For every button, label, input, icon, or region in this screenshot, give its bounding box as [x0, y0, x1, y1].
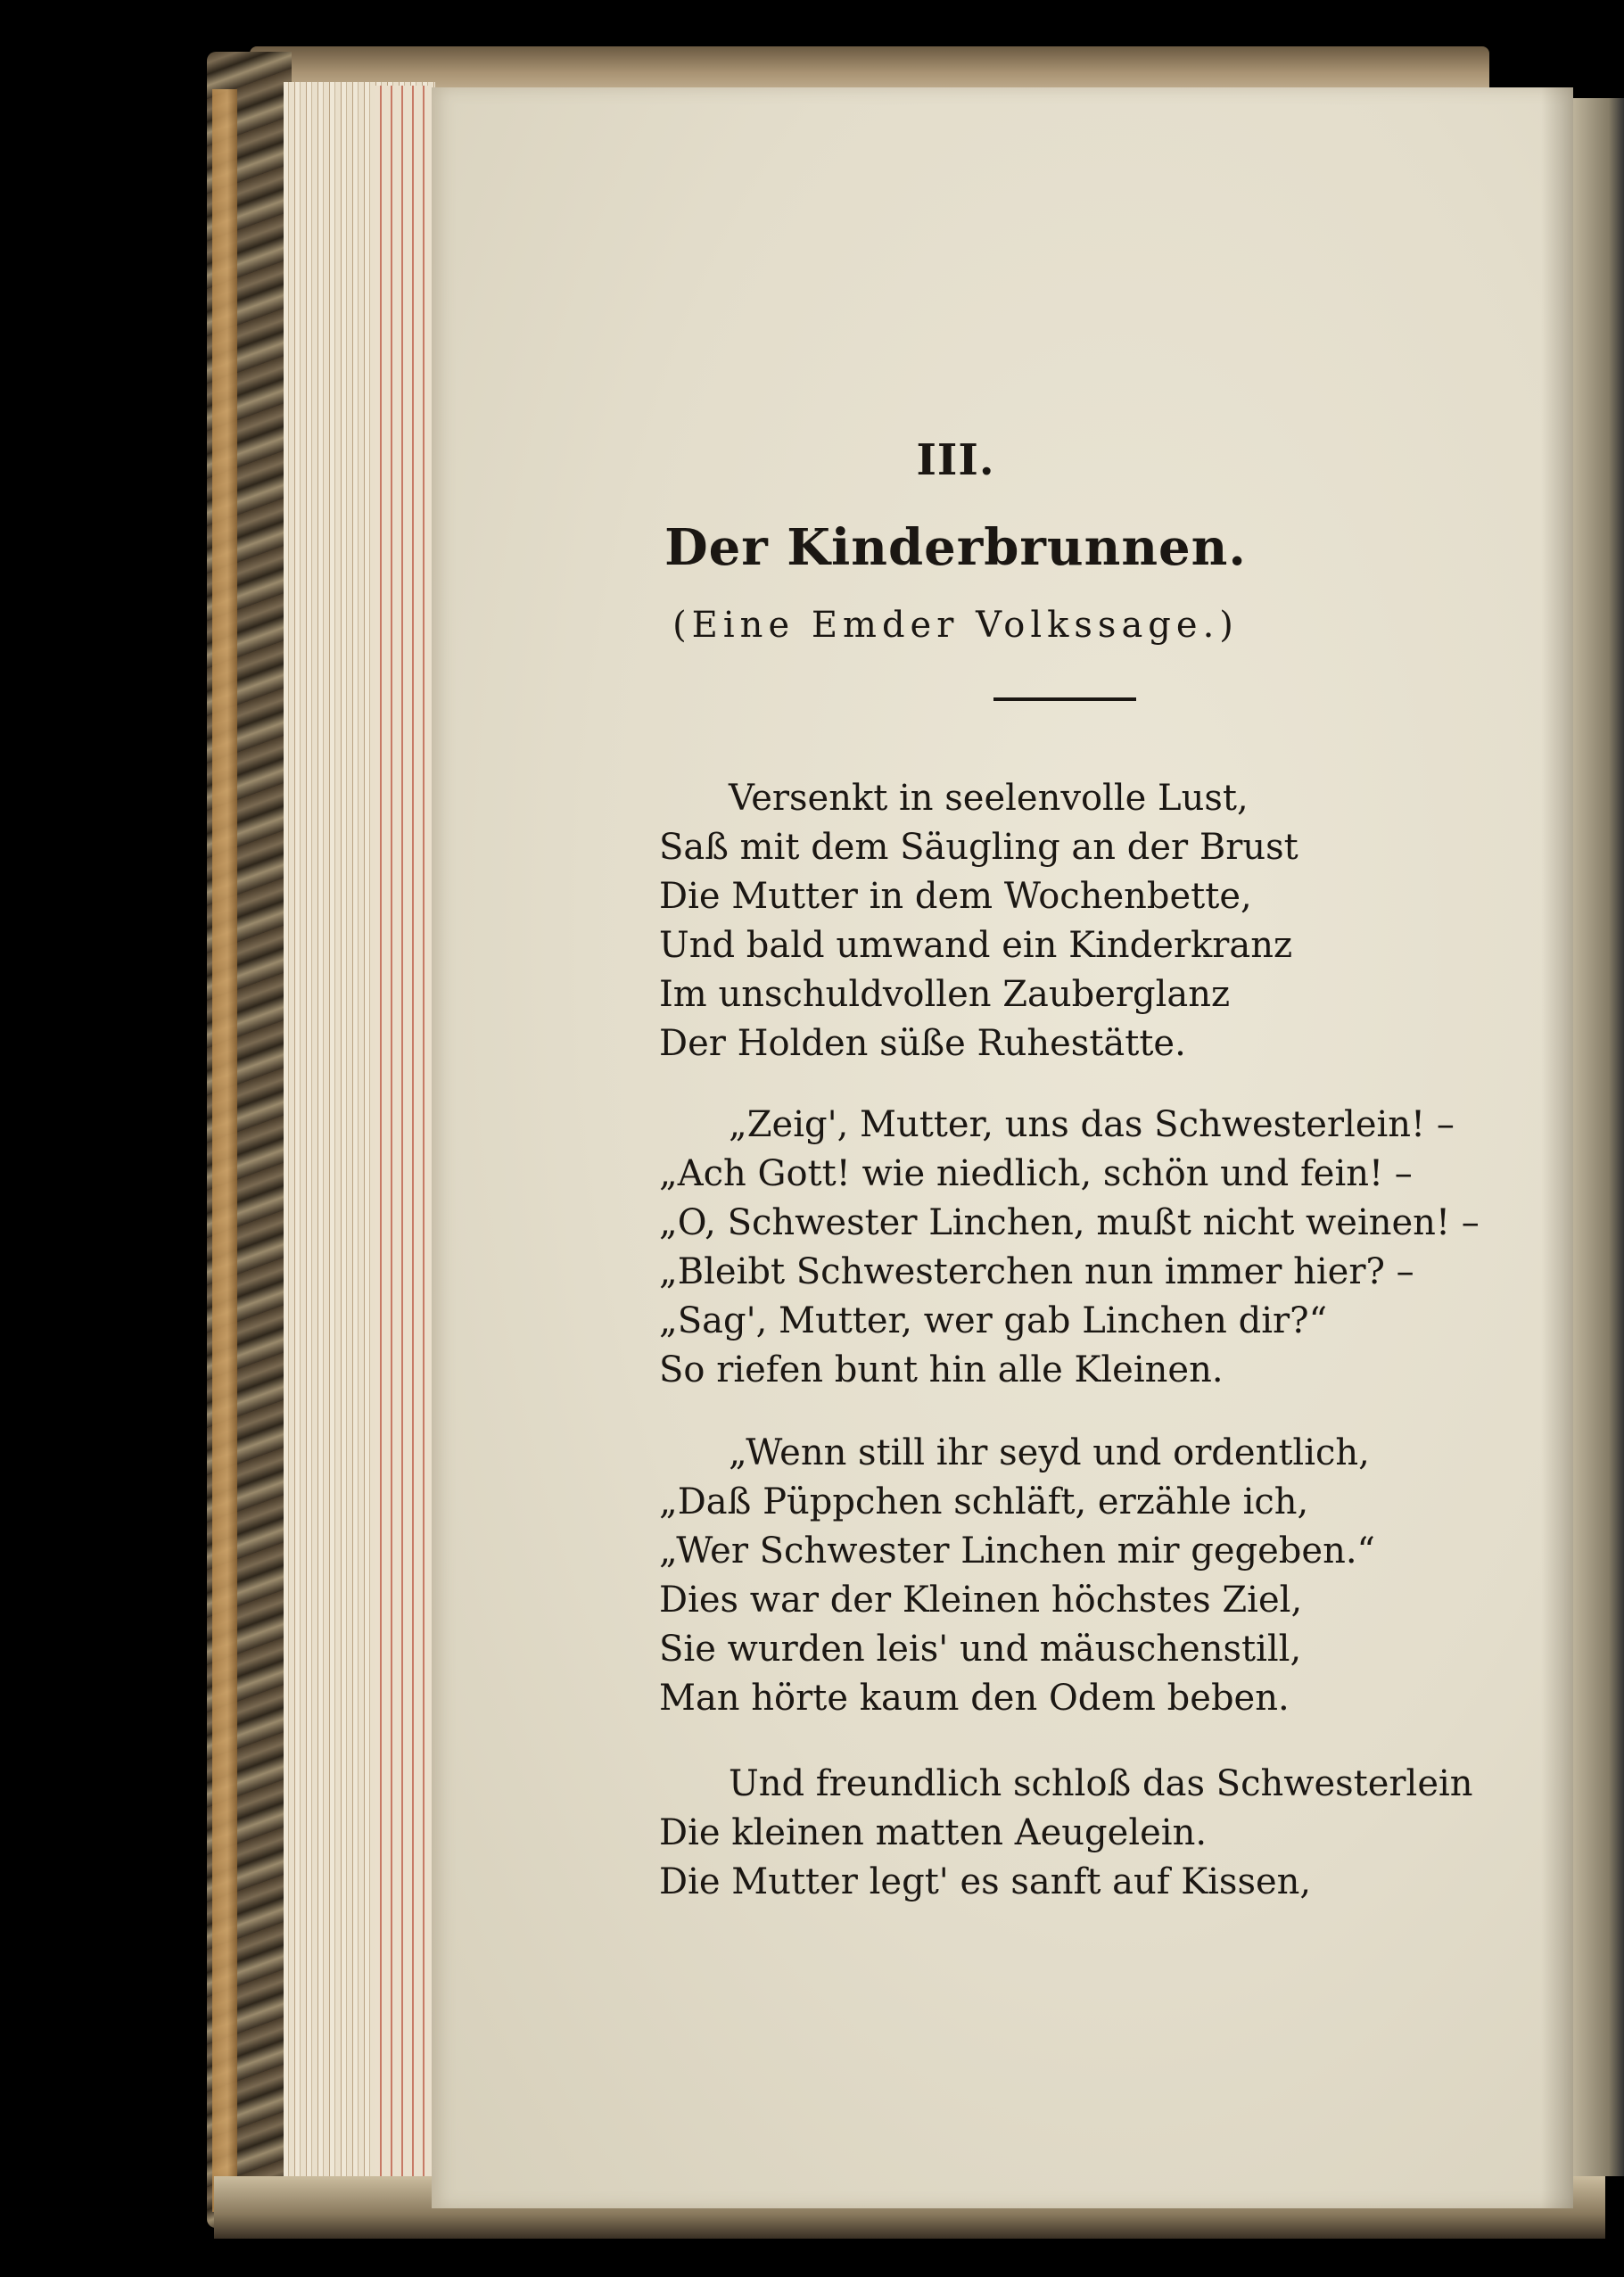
stanza — [659, 1101, 1480, 1395]
verse-line: „Sag', Mutter, wer gab Linchen dir?“ — [659, 1300, 1328, 1341]
leather-spine-strip — [212, 89, 237, 2212]
verse-line: „Wer Schwester Linchen mir gegeben.“ — [659, 1530, 1375, 1572]
verse-line: „Zeig', Mutter, uns das Schwesterlein! – — [729, 1104, 1455, 1145]
red-edged-pages — [375, 86, 432, 2214]
section-number: III. — [916, 435, 995, 485]
verse-line: „Wenn still ihr seyd und ordentlich, — [729, 1432, 1370, 1473]
verse-line: Saß mit dem Säugling an der Brust — [659, 827, 1298, 868]
verse-line: Dies war der Kleinen höchstes Ziel, — [659, 1580, 1303, 1621]
stanza — [659, 774, 1480, 1068]
poem-title: Der Kinderbrunnen. — [664, 518, 1247, 577]
page-content — [432, 87, 1573, 2208]
verse-line: „Ach Gott! wie niedlich, schön und fein! – — [659, 1153, 1413, 1194]
verse-line: Die kleinen matten Aeugelein. — [659, 1812, 1208, 1853]
verse-line: Und bald umwand ein Kinderkranz — [659, 925, 1293, 966]
poem-subtitle: (Eine Emder Volkssage.) — [672, 605, 1239, 646]
verse-line: Versenkt in seelenvolle Lust, — [729, 778, 1249, 819]
verse-line: Und freundlich schloß das Schwesterlein — [729, 1763, 1473, 1804]
verse-line: Im unschuldvollen Zauberglanz — [659, 974, 1231, 1015]
verse-line: Sie wurden leis' und mäuschenstill, — [659, 1629, 1302, 1670]
title-divider — [993, 697, 1136, 701]
verse-line: „O, Schwester Linchen, mußt nicht weinen! – — [659, 1202, 1480, 1243]
verse-line: „Daß Püppchen schläft, erzähle ich, — [659, 1481, 1309, 1522]
verse-line: Die Mutter legt' es sanft auf Kissen, — [659, 1861, 1312, 1902]
stanza — [659, 1429, 1480, 1723]
facing-page-shadow — [1573, 98, 1624, 2176]
verse-line: Der Holden süße Ruhestätte. — [659, 1023, 1186, 1064]
stanza — [659, 1760, 1480, 1907]
verse-line: „Bleibt Schwesterchen nun immer hier? – — [659, 1251, 1414, 1292]
verse-line: Man hörte kaum den Odem beben. — [659, 1678, 1290, 1719]
verse-line: Die Mutter in dem Wochenbette, — [659, 876, 1252, 917]
verse-line: So riefen bunt hin alle Kleinen. — [659, 1349, 1224, 1390]
